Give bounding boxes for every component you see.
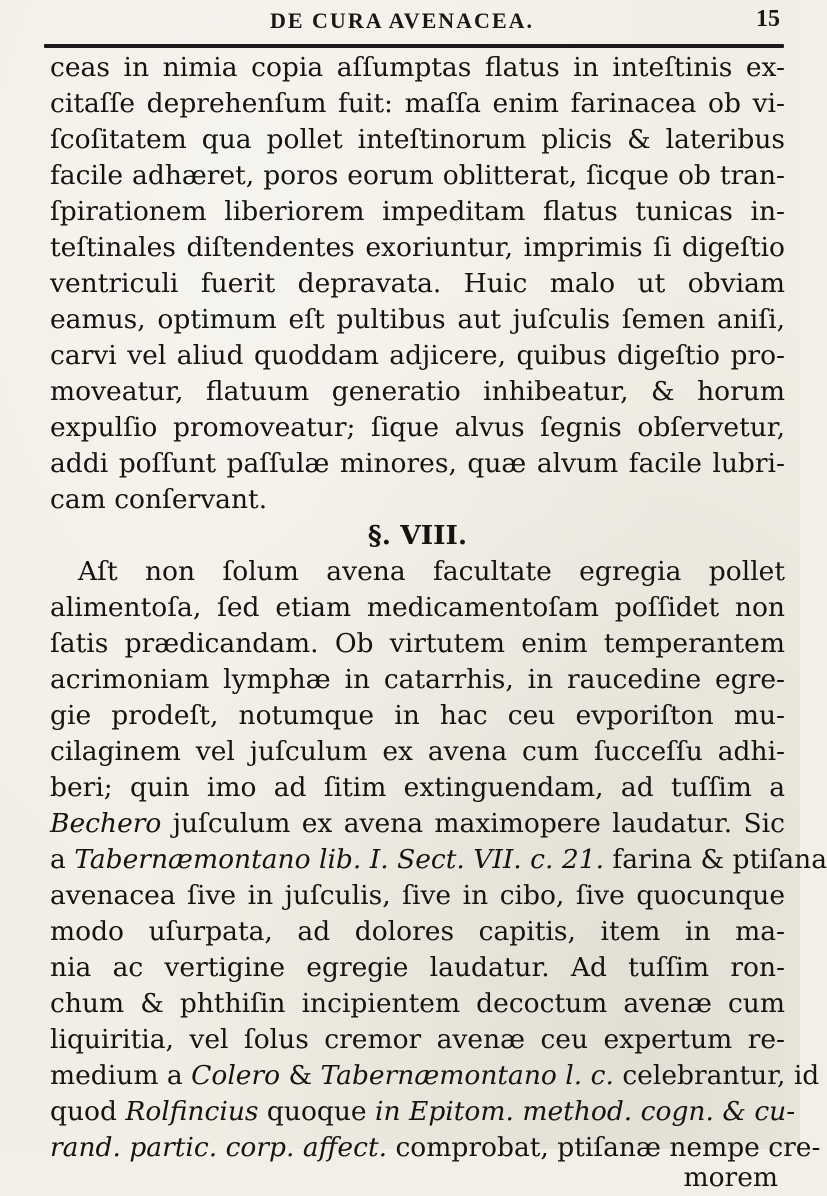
header-rule: [44, 44, 784, 48]
text-line: [50, 1058, 820, 1094]
text-span: medium a: [50, 1060, 192, 1091]
text-line: eamus, optimum eſt pultibus aut juſculis ſemen aniſi,: [50, 304, 785, 335]
text-line: expulſio promoveatur; ſique alvus ſegnis obſervetur,: [50, 412, 785, 443]
text-line: cilaginem vel juſculum ex avena cum ſucceſſu adhi-: [50, 736, 785, 767]
text-line: teſtinales diſtendentes exoriuntur, imprimis ſi digeſtio: [50, 232, 785, 263]
text-span: quod: [50, 1096, 126, 1127]
citation-ref: in Epitom. method. cogn. & cu-: [375, 1096, 796, 1127]
text-line: moveatur, flatuum generatio inhibeatur, & horum: [50, 376, 785, 407]
author-name-tabernaemontanus: Tabernæmontano: [74, 844, 311, 875]
text-line: ſatis prædicandam. Ob virtutem enim temperantem: [50, 628, 785, 659]
text-span: a: [50, 844, 75, 875]
section-heading: §. VIII.: [367, 520, 468, 551]
author-name-tabernaemontanus: Tabernæmontano l. c.: [320, 1060, 614, 1091]
running-title: DE CURA AVENACEA.: [269, 8, 535, 33]
text-line: ſpirationem liberiorem impeditam flatus tunicas in-: [50, 196, 785, 227]
text-span: farina & ptiſana: [604, 844, 827, 875]
text-line: ceas in nimia copia aſſumptas flatus in inteſtinis ex-: [50, 52, 785, 83]
text-line: Aſt non ſolum avena facultate egregia pollet: [78, 556, 785, 587]
text-line: [50, 806, 785, 842]
author-name-colerus: Colero: [191, 1060, 281, 1091]
text-line: ſcoſitatem qua pollet inteſtinorum plicis & lateribus: [50, 124, 785, 155]
citation-ref: lib. I. Sect. VII. c. 21.: [310, 844, 604, 875]
text-line: nia ac vertigine egregie laudatur. Ad tuſſim ron-: [50, 952, 785, 983]
text-span: comprobat, ptiſanæ nempe cre-: [387, 1132, 821, 1163]
citation-ref: rand. partic. corp. affect.: [50, 1132, 388, 1163]
catchword: morem: [683, 1162, 778, 1193]
text-line: ventriculi fuerit depravata. Huic malo ut obviam: [50, 268, 785, 299]
text-line: acrimoniam lymphæ in catarrhis, in raucedine egre-: [50, 664, 785, 695]
text-line: cam conſervant.: [50, 484, 268, 515]
text-line: gie prodeſt, notumque in hac ceu evporiſton mu-: [50, 700, 785, 731]
text-line: chum & phthiſin incipientem decoctum avenæ cum: [50, 988, 785, 1019]
text-span: quoque: [258, 1096, 376, 1127]
text-line: liquiritia, vel ſolus cremor avenæ ceu expertum re-: [50, 1024, 785, 1055]
text-line: [50, 1094, 796, 1130]
text-line: avenacea ſive in juſculis, ſive in cibo, ſive quocunque: [50, 880, 785, 911]
text-line: [50, 842, 827, 878]
text-line: carvi vel aliud quoddam adjicere, quibus digeſtio pro-: [50, 340, 785, 371]
text-line: facile adhæret, poros eorum oblitterat, ſicque ob tran-: [50, 160, 785, 191]
author-name-becher: Bechero: [50, 808, 162, 839]
text-span: &: [280, 1060, 321, 1091]
text-line: citaſſe deprehenſum fuit: maſſa enim farinacea ob vi-: [50, 88, 785, 119]
page-number: 15: [756, 6, 780, 32]
running-head: [0, 6, 800, 40]
text-line: addi poſſunt paſſulæ minores, quæ alvum facile lubri-: [50, 448, 785, 479]
author-name-rolfincius: Rolfincius: [125, 1096, 259, 1127]
text-line: alimentoſa, ſed etiam medicamentoſam poſſidet non: [50, 592, 785, 623]
text-line: modo uſurpata, ad dolores capitis, item in ma-: [50, 916, 785, 947]
text-line: beri; quin imo ad ſitim extinguendam, ad tuſſim a: [50, 772, 785, 803]
text-span: celebrantur, id: [613, 1060, 820, 1091]
text-span: juſculum ex avena maximopere laudatur. Sic: [161, 808, 785, 839]
